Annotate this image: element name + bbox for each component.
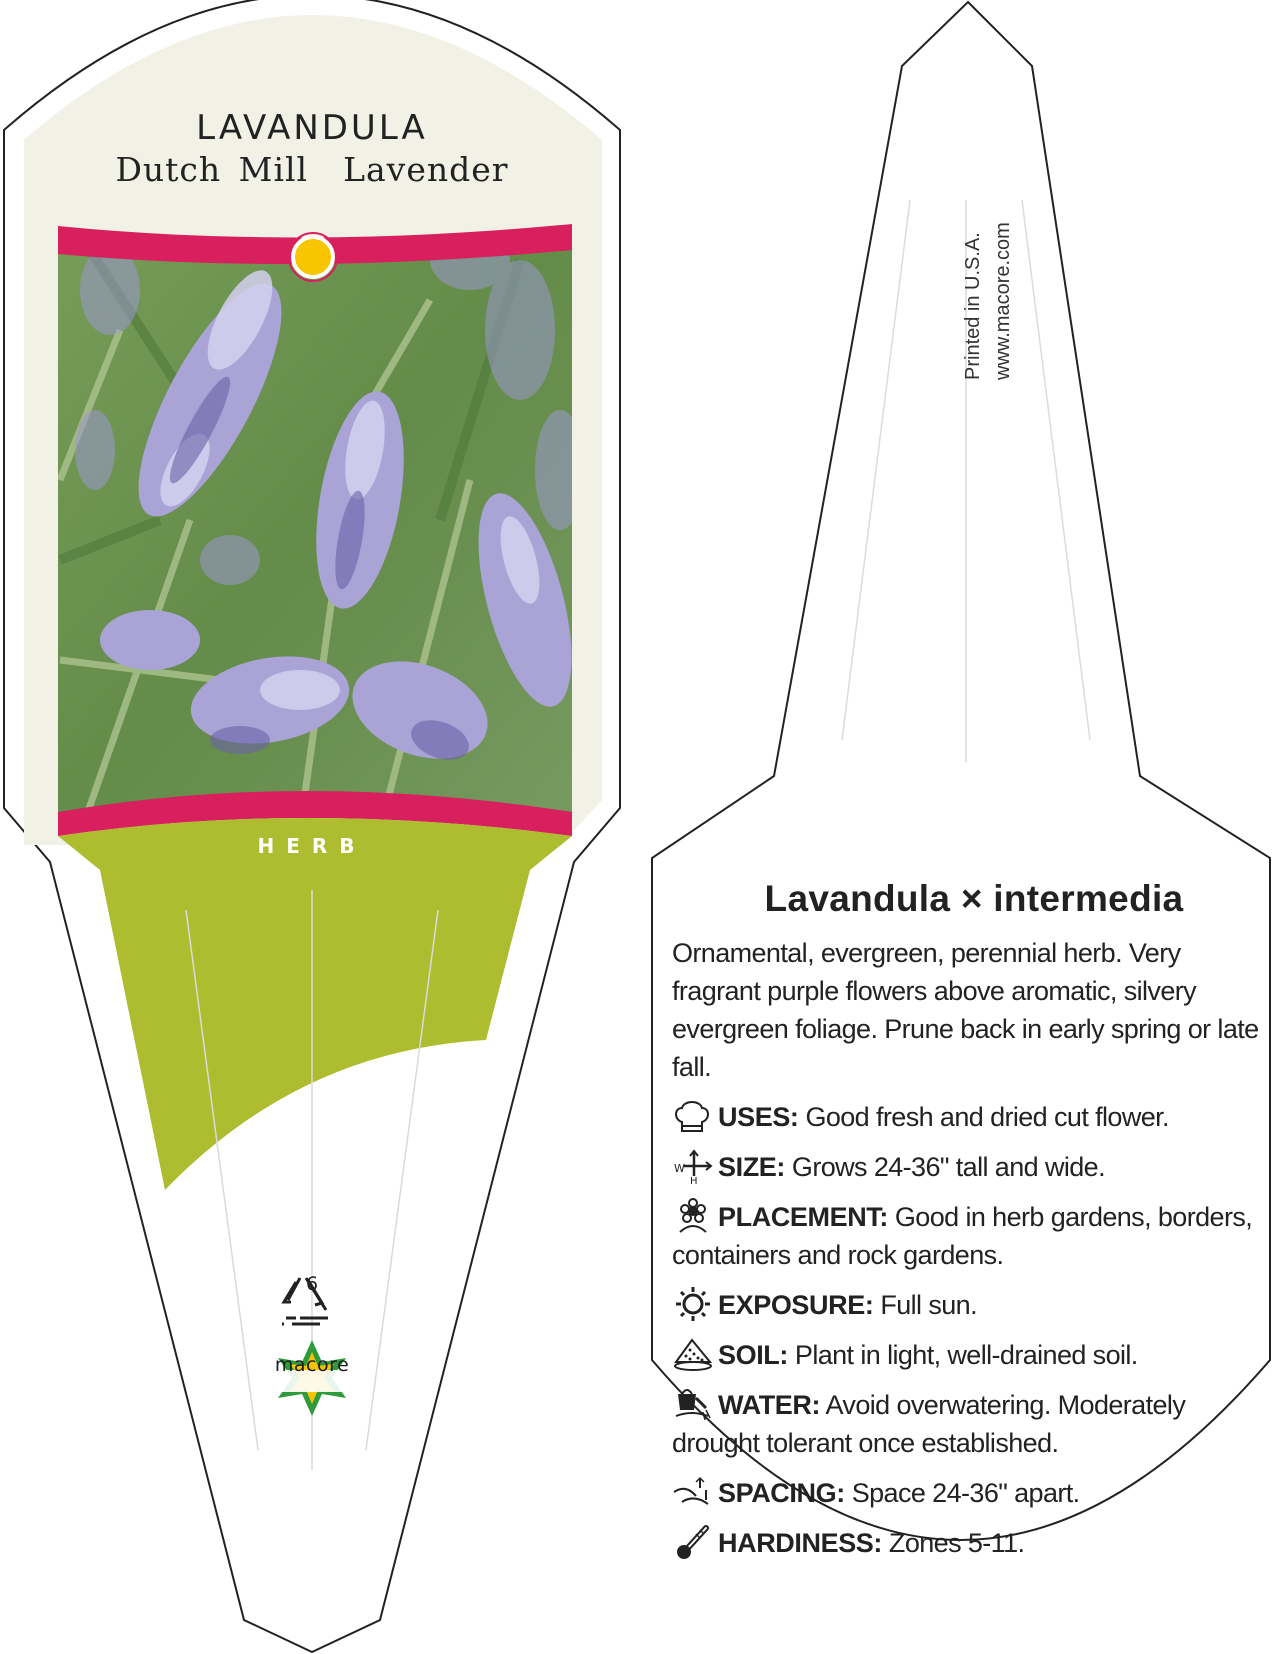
- attribute-placement: [672, 1198, 1262, 1274]
- printing-info: [958, 222, 1018, 380]
- chef-hat-icon: [672, 1098, 714, 1134]
- attribute-label: EXPOSURE:: [718, 1290, 874, 1320]
- plant-description: Ornamental, evergreen, perennial herb. Very fragrant purple flowers above aromatic, silvery evergreen foliage. Prune back in early spring or late fall.: [672, 938, 1259, 1082]
- attribute-text: Zones 5-11.: [888, 1528, 1025, 1558]
- attribute-uses: [672, 1098, 1262, 1136]
- plant-common-name: Dutch Mill Lavender: [115, 150, 509, 189]
- species-name: Lavandula × intermedia: [764, 878, 1184, 919]
- attribute-exposure: [672, 1286, 1262, 1324]
- soil-icon: [672, 1336, 714, 1372]
- printed-in-text: Printed in U.S.A.: [962, 232, 984, 380]
- watering-can-icon: [672, 1386, 714, 1422]
- attribute-label: SOIL:: [718, 1340, 788, 1370]
- attribute-water: [672, 1386, 1262, 1462]
- attribute-text: Avoid overwatering. Moderately drought tolerant once established.: [672, 1390, 1186, 1458]
- spacing-icon: [672, 1474, 714, 1510]
- svg-text:H: H: [690, 1176, 697, 1184]
- thermometer-icon: [672, 1524, 714, 1560]
- attribute-label: SPACING:: [718, 1478, 845, 1508]
- resin-code: 6: [305, 1273, 319, 1295]
- svg-text:W: W: [674, 1162, 685, 1175]
- attribute-text: Full sun.: [880, 1290, 977, 1320]
- attribute-text: Good in herb gardens, borders, containers and rock gardens.: [672, 1202, 1253, 1270]
- attribute-hardiness: [672, 1524, 1262, 1562]
- sun-icon: [672, 1286, 714, 1322]
- brand-name: macore: [274, 1354, 350, 1376]
- full-sun-icon: [293, 237, 333, 277]
- attribute-label: WATER:: [718, 1390, 821, 1420]
- attribute-label: HARDINESS:: [718, 1528, 883, 1558]
- attribute-label: USES:: [718, 1102, 799, 1132]
- website-text: www.macore.com: [992, 222, 1014, 380]
- plant-category: HERB: [257, 834, 367, 858]
- attribute-label: PLACEMENT:: [718, 1202, 888, 1232]
- flower-placement-icon: [672, 1198, 714, 1234]
- care-info: [672, 878, 1262, 1562]
- attribute-text: Space 24-36" apart.: [851, 1478, 1080, 1508]
- attribute-text: Grows 24-36" tall and wide.: [791, 1152, 1105, 1182]
- attribute-text: Good fresh and dried cut flower.: [805, 1102, 1169, 1132]
- size-arrows-icon: [672, 1148, 714, 1184]
- lavender-photo: [58, 220, 590, 840]
- attribute-spacing: [672, 1474, 1262, 1512]
- attribute-label: SIZE:: [718, 1152, 786, 1182]
- attribute-size: [672, 1148, 1262, 1186]
- attribute-text: Plant in light, well-drained soil.: [794, 1340, 1138, 1370]
- plant-genus: LAVANDULA: [196, 108, 428, 148]
- attribute-soil: [672, 1336, 1262, 1374]
